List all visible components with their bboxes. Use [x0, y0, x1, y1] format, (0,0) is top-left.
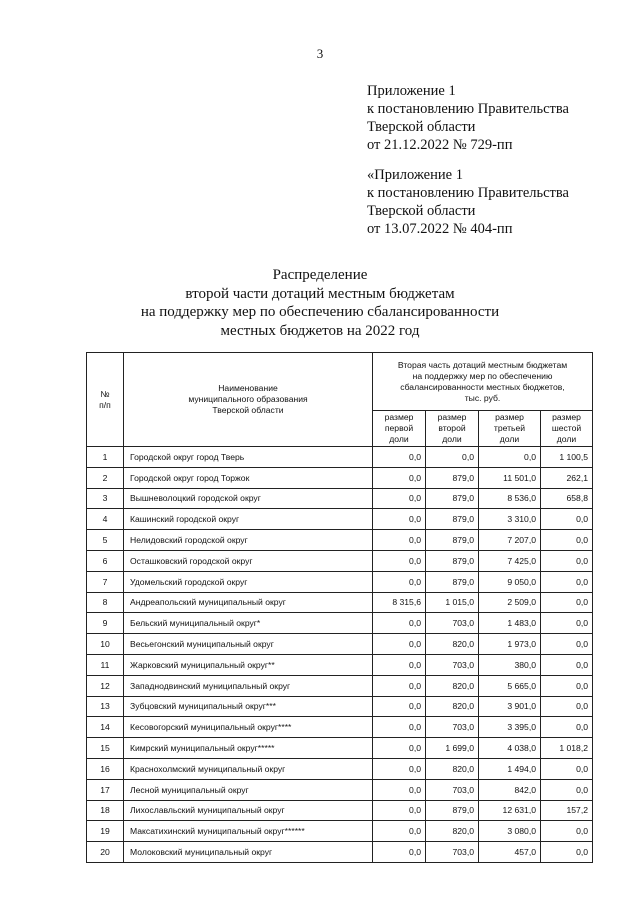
row-number-cell: 9 — [87, 613, 124, 634]
second-share-cell: 879,0 — [426, 571, 479, 592]
municipality-name-cell: Городской округ город Торжок — [124, 467, 373, 488]
header-text: сбалансированности местных бюджетов, — [400, 381, 565, 392]
header-text: доли — [499, 434, 520, 444]
second-share-cell: 1 699,0 — [426, 738, 479, 759]
second-share-cell: 703,0 — [426, 842, 479, 863]
table-row — [87, 509, 593, 530]
municipality-name-cell: Весьегонский муниципальный округ — [124, 634, 373, 655]
sixth-share-cell: 0,0 — [541, 571, 593, 592]
row-number-cell: 14 — [87, 717, 124, 738]
second-share-cell: 703,0 — [426, 654, 479, 675]
first-share-cell: 0,0 — [373, 488, 426, 509]
header-text: доли — [556, 434, 577, 444]
row-number-cell: 8 — [87, 592, 124, 613]
table-row — [87, 758, 593, 779]
second-share-cell: 820,0 — [426, 758, 479, 779]
row-number-cell: 11 — [87, 654, 124, 675]
municipality-name-cell: Кесовогорский муниципальный округ**** — [124, 717, 373, 738]
second-share-cell: 703,0 — [426, 613, 479, 634]
row-number-cell: 19 — [87, 821, 124, 842]
first-share-cell: 0,0 — [373, 717, 426, 738]
row-number-cell: 20 — [87, 842, 124, 863]
third-share-cell: 380,0 — [479, 654, 541, 675]
row-number-cell: 10 — [87, 634, 124, 655]
first-share-cell: 0,0 — [373, 447, 426, 468]
sixth-share-cell: 0,0 — [541, 530, 593, 551]
row-number-cell: 5 — [87, 530, 124, 551]
first-share-cell: 0,0 — [373, 738, 426, 759]
row-number-cell: 2 — [87, 467, 124, 488]
sixth-share-cell: 0,0 — [541, 696, 593, 717]
second-share-cell: 820,0 — [426, 821, 479, 842]
sixth-share-cell: 0,0 — [541, 550, 593, 571]
row-number-cell: 17 — [87, 779, 124, 800]
sixth-share-cell: 658,8 — [541, 488, 593, 509]
appendix-current — [367, 82, 569, 154]
header-text: Вторая часть дотаций местным бюджетам — [397, 359, 568, 370]
table-row — [87, 696, 593, 717]
sixth-share-cell: 0,0 — [541, 821, 593, 842]
first-share-cell: 0,0 — [373, 758, 426, 779]
title-line: местных бюджетов на 2022 год — [220, 322, 420, 339]
header-text: на поддержку мер по обеспечению — [412, 370, 553, 381]
appendix-current-line: Тверской области — [367, 119, 476, 135]
municipality-name-cell: Краснохолмский муниципальный округ — [124, 758, 373, 779]
row-number-cell: 15 — [87, 738, 124, 759]
municipality-name-cell: Кимрский муниципальный округ***** — [124, 738, 373, 759]
row-number-cell: 18 — [87, 800, 124, 821]
header-text: размер — [384, 412, 414, 422]
third-share-cell: 1 494,0 — [479, 758, 541, 779]
sixth-share-cell: 0,0 — [541, 675, 593, 696]
third-share-cell: 3 080,0 — [479, 821, 541, 842]
header-text: муниципального образования — [188, 394, 308, 404]
table-row — [87, 550, 593, 571]
first-share-cell: 0,0 — [373, 530, 426, 551]
row-number-cell: 13 — [87, 696, 124, 717]
title-line: Распределение — [272, 267, 368, 283]
first-share-cell: 0,0 — [373, 571, 426, 592]
sixth-share-cell: 262,1 — [541, 467, 593, 488]
header-text: размер — [437, 412, 467, 422]
municipality-name-cell: Андреапольский муниципальный округ — [124, 592, 373, 613]
municipality-name-cell: Лихославльский муниципальный округ — [124, 800, 373, 821]
appendix-original-line: «Приложение 1 — [367, 167, 463, 183]
sixth-share-cell: 0,0 — [541, 634, 593, 655]
third-share-cell: 3 395,0 — [479, 717, 541, 738]
first-share-cell: 0,0 — [373, 675, 426, 696]
second-share-cell: 879,0 — [426, 530, 479, 551]
second-share-cell: 0,0 — [426, 447, 479, 468]
second-share-cell: 820,0 — [426, 634, 479, 655]
appendix-original-line: к постановлению Правительства — [367, 185, 569, 201]
third-share-cell: 11 501,0 — [479, 467, 541, 488]
second-share-cell: 703,0 — [426, 779, 479, 800]
third-share-cell: 7 425,0 — [479, 550, 541, 571]
appendix-original-line: от 13.07.2022 № 404-пп — [367, 221, 513, 237]
header-text: п/п — [99, 399, 111, 410]
third-share-cell: 3 901,0 — [479, 696, 541, 717]
municipality-name-cell: Бельский муниципальный округ* — [124, 613, 373, 634]
appendix-current-line: от 21.12.2022 № 729-пп — [367, 137, 513, 153]
municipality-name-cell: Осташковский городской округ — [124, 550, 373, 571]
appendix-current-line: к постановлению Правительства — [367, 101, 569, 117]
sixth-share-cell: 0,0 — [541, 613, 593, 634]
first-share-cell: 0,0 — [373, 821, 426, 842]
table-row — [87, 467, 593, 488]
second-share-cell: 1 015,0 — [426, 592, 479, 613]
document-title — [0, 266, 640, 340]
title-line: на поддержку мер по обеспечению сбалансированности — [140, 304, 500, 320]
second-share-cell: 879,0 — [426, 509, 479, 530]
row-number-cell: 3 — [87, 488, 124, 509]
sixth-share-cell: 0,0 — [541, 654, 593, 675]
row-number-cell: 7 — [87, 571, 124, 592]
table-row — [87, 488, 593, 509]
table-row — [87, 842, 593, 863]
header-sixth-share — [541, 411, 593, 447]
first-share-cell: 0,0 — [373, 550, 426, 571]
row-number-cell: 16 — [87, 758, 124, 779]
first-share-cell: 0,0 — [373, 779, 426, 800]
table-row — [87, 675, 593, 696]
municipality-name-cell: Удомельский городской округ — [124, 571, 373, 592]
page-number: 3 — [316, 46, 324, 61]
table-row — [87, 530, 593, 551]
municipality-name-cell: Зубцовский муниципальный округ*** — [124, 696, 373, 717]
third-share-cell: 8 536,0 — [479, 488, 541, 509]
third-share-cell: 9 050,0 — [479, 571, 541, 592]
appendix-original-line: Тверской области — [367, 203, 476, 219]
sixth-share-cell: 0,0 — [541, 509, 593, 530]
table-row — [87, 571, 593, 592]
first-share-cell: 8 315,6 — [373, 592, 426, 613]
municipality-name-cell: Западнодвинский муниципальный округ — [124, 675, 373, 696]
header-text: третьей — [493, 423, 526, 433]
third-share-cell: 5 665,0 — [479, 675, 541, 696]
header-second-share — [426, 411, 479, 447]
header-text: размер — [495, 412, 524, 422]
first-share-cell: 0,0 — [373, 634, 426, 655]
sixth-share-cell: 1 018,2 — [541, 738, 593, 759]
third-share-cell: 0,0 — [479, 447, 541, 468]
first-share-cell: 0,0 — [373, 696, 426, 717]
third-share-cell: 3 310,0 — [479, 509, 541, 530]
table-row — [87, 779, 593, 800]
table-row — [87, 592, 593, 613]
third-share-cell: 1 973,0 — [479, 634, 541, 655]
table-row — [87, 654, 593, 675]
header-number — [87, 353, 124, 447]
municipality-name-cell: Молоковский муниципальный округ — [124, 842, 373, 863]
municipality-name-cell: Жарковский муниципальный округ** — [124, 654, 373, 675]
row-number-cell: 1 — [87, 447, 124, 468]
municipality-name-cell: Кашинский городской округ — [124, 509, 373, 530]
sixth-share-cell: 0,0 — [541, 717, 593, 738]
table-row — [87, 613, 593, 634]
table-row — [87, 717, 593, 738]
third-share-cell: 2 509,0 — [479, 592, 541, 613]
sixth-share-cell: 0,0 — [541, 758, 593, 779]
appendix-current-line: Приложение 1 — [367, 83, 456, 99]
third-share-cell: 842,0 — [479, 779, 541, 800]
row-number-cell: 4 — [87, 509, 124, 530]
first-share-cell: 0,0 — [373, 613, 426, 634]
appendix-original — [367, 166, 569, 238]
first-share-cell: 0,0 — [373, 467, 426, 488]
header-text: размер — [552, 412, 581, 422]
table-row — [87, 738, 593, 759]
second-share-cell: 820,0 — [426, 696, 479, 717]
header-name — [124, 353, 373, 447]
header-group — [373, 353, 593, 411]
distribution-table — [86, 352, 593, 863]
third-share-cell: 4 038,0 — [479, 738, 541, 759]
sixth-share-cell: 157,2 — [541, 800, 593, 821]
second-share-cell: 879,0 — [426, 800, 479, 821]
header-text: доли — [442, 434, 462, 444]
table-row — [87, 634, 593, 655]
header-text: тыс. руб. — [464, 392, 501, 403]
sixth-share-cell: 0,0 — [541, 842, 593, 863]
first-share-cell: 0,0 — [373, 800, 426, 821]
municipality-name-cell: Лесной муниципальный округ — [124, 779, 373, 800]
second-share-cell: 879,0 — [426, 550, 479, 571]
third-share-cell: 12 631,0 — [479, 800, 541, 821]
row-number-cell: 12 — [87, 675, 124, 696]
municipality-name-cell: Вышневолоцкий городской округ — [124, 488, 373, 509]
second-share-cell: 703,0 — [426, 717, 479, 738]
header-text: доли — [389, 434, 409, 444]
first-share-cell: 0,0 — [373, 509, 426, 530]
header-text: шестой — [551, 423, 582, 433]
third-share-cell: 1 483,0 — [479, 613, 541, 634]
municipality-name-cell: Максатихинский муниципальный округ****** — [124, 821, 373, 842]
header-text: второй — [438, 423, 466, 433]
third-share-cell: 457,0 — [479, 842, 541, 863]
header-first-share — [373, 411, 426, 447]
header-text: Наименование — [218, 383, 278, 393]
second-share-cell: 879,0 — [426, 467, 479, 488]
table-row — [87, 821, 593, 842]
first-share-cell: 0,0 — [373, 654, 426, 675]
row-number-cell: 6 — [87, 550, 124, 571]
table-row — [87, 800, 593, 821]
header-text: первой — [384, 423, 414, 433]
third-share-cell: 7 207,0 — [479, 530, 541, 551]
municipality-name-cell: Нелидовский городской округ — [124, 530, 373, 551]
sixth-share-cell: 0,0 — [541, 592, 593, 613]
second-share-cell: 820,0 — [426, 675, 479, 696]
title-line: второй части дотаций местным бюджетам — [185, 285, 455, 302]
header-third-share — [479, 411, 541, 447]
table-header-row — [87, 353, 593, 411]
table-body — [87, 447, 593, 863]
municipality-name-cell: Городской округ город Тверь — [124, 447, 373, 468]
header-text: Тверской области — [212, 405, 284, 415]
first-share-cell: 0,0 — [373, 842, 426, 863]
sixth-share-cell: 1 100,5 — [541, 447, 593, 468]
table-row — [87, 447, 593, 468]
header-text: № — [100, 388, 110, 399]
second-share-cell: 879,0 — [426, 488, 479, 509]
sixth-share-cell: 0,0 — [541, 779, 593, 800]
